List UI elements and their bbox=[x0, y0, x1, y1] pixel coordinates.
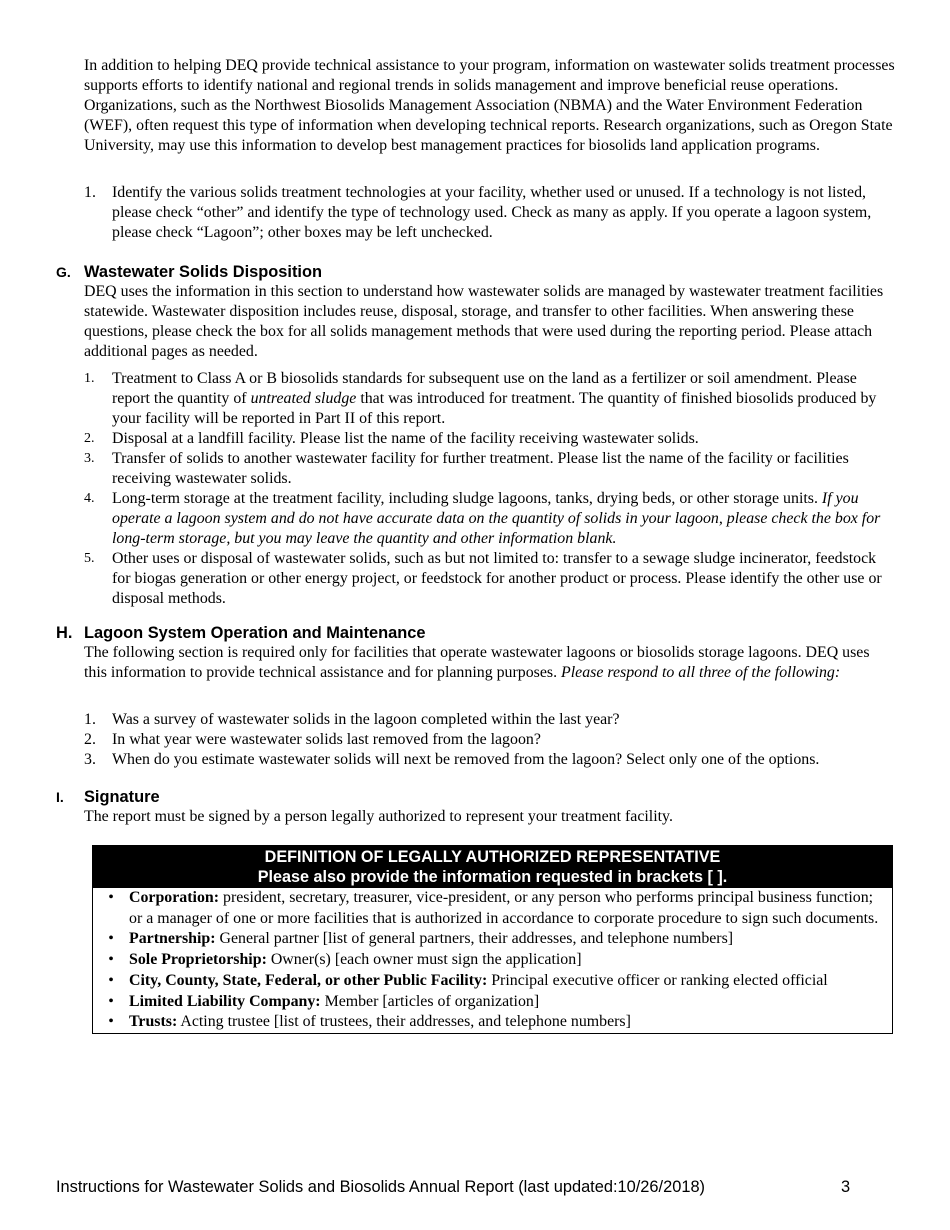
item-number: 2. bbox=[84, 731, 96, 748]
bullet: • bbox=[108, 992, 114, 1010]
item-text: Was a survey of wastewater solids in the lagoon completed within the last year? bbox=[112, 711, 620, 728]
list-item bbox=[84, 449, 896, 489]
item-number: 5. bbox=[84, 551, 95, 566]
list-item bbox=[84, 369, 896, 429]
definition-label: Limited Liability Company: bbox=[129, 992, 321, 1010]
definition-list bbox=[93, 888, 892, 1033]
item-number: 3. bbox=[84, 451, 95, 466]
item-text: Disposal at a landfill facility. Please list the name of the facility receiving wastewater solids. bbox=[112, 430, 699, 447]
section-title: Signature bbox=[84, 788, 160, 806]
section-g-description: DEQ uses the information in this section to understand how wastewater solids are managed by wastewater treatment facilities statewide. Wastewater disposition includes reuse, disposal, storage, and transfer to other facilities. When answering these questions, please check the box for all solids management methods that were used during the reporting period. Please attach additional pages as needed. bbox=[84, 283, 884, 360]
section-g-list bbox=[84, 369, 896, 609]
definition-item bbox=[93, 992, 892, 1013]
item-number: 2. bbox=[84, 431, 95, 446]
description-text: The following section is required only for facilities that operate wastewater lagoons or biosolids storage lagoons. DEQ uses this information to provide technical assistance and for planning purposes. bbox=[84, 644, 870, 681]
definition-item bbox=[93, 888, 892, 929]
section-g-heading bbox=[56, 262, 322, 282]
page-footer: Instructions for Wastewater Solids and Biosolids Annual Report (last updated:10/26/2018) bbox=[56, 1178, 706, 1196]
list-item bbox=[84, 710, 896, 730]
item-text-cont: that was introduced for treatment. The quantity of finished biosolids produced by your facility will be reported in Part II of this report. bbox=[112, 390, 877, 427]
definition-label: Partnership: bbox=[129, 930, 216, 948]
definition-item bbox=[93, 971, 892, 992]
section-f-list bbox=[84, 183, 896, 243]
section-letter: I. bbox=[56, 789, 64, 805]
item-text: In what year were wastewater solids last removed from the lagoon? bbox=[112, 731, 541, 748]
item-number: 1. bbox=[84, 184, 96, 201]
section-h-list bbox=[84, 710, 896, 770]
list-item bbox=[84, 730, 896, 750]
item-number: 1. bbox=[84, 711, 96, 728]
list-item bbox=[84, 489, 896, 549]
item-text: Other uses or disposal of wastewater solids, such as but not limited to: transfer to a sewage sludge incinerator, feedstock for biogas generation or other energy project, or feedstock for another product or process. Please identify the other use or disposal methods. bbox=[112, 550, 882, 607]
list-item bbox=[84, 750, 896, 770]
item-text: Treatment to Class A or B biosolids standards for subsequent use on the land as a fertilizer or soil amendment. Please report the quantity of bbox=[112, 370, 857, 407]
description-emphasis: Please respond to all three of the following: bbox=[561, 664, 841, 681]
definition-text: General partner [list of general partners, their addresses, and telephone numbers] bbox=[215, 930, 734, 948]
bullet: • bbox=[108, 889, 114, 906]
item-text: When do you estimate wastewater solids will next be removed from the lagoon? Select only one of the options. bbox=[112, 751, 820, 768]
bullet: • bbox=[108, 930, 114, 948]
definition-title: DEFINITION OF LEGALLY AUTHORIZED REPRESENTATIVE bbox=[264, 848, 721, 866]
section-i-description: The report must be signed by a person legally authorized to represent your treatment facility. bbox=[84, 808, 673, 825]
definition-item bbox=[93, 950, 892, 971]
section-h-heading bbox=[56, 623, 426, 643]
bullet: • bbox=[108, 951, 114, 969]
definition-item bbox=[93, 1012, 892, 1033]
item-emphasis: untreated sludge bbox=[250, 390, 357, 407]
definition-label: Corporation: bbox=[129, 889, 220, 906]
definition-subtitle: Please also provide the information requested in brackets [ ]. bbox=[257, 868, 728, 886]
list-item bbox=[84, 549, 896, 609]
list-item bbox=[84, 429, 896, 449]
section-title: Lagoon System Operation and Maintenance bbox=[84, 624, 426, 642]
section-title: Wastewater Solids Disposition bbox=[84, 263, 323, 281]
definition-item bbox=[93, 929, 892, 950]
item-text: Transfer of solids to another wastewater facility for further treatment. Please list the name of the facility or facilities receiving wastewater solids. bbox=[112, 450, 849, 487]
definition-box-header bbox=[93, 846, 892, 888]
definition-text: Member [articles of organization] bbox=[320, 992, 540, 1010]
definition-label: Sole Proprietorship: bbox=[129, 951, 267, 969]
page-number: 3 bbox=[841, 1178, 851, 1196]
section-letter: G. bbox=[56, 264, 71, 280]
definition-label: Trusts: bbox=[129, 1013, 178, 1031]
section-i-heading bbox=[56, 787, 160, 807]
definition-text: Principal executive officer or ranking elected official bbox=[487, 971, 828, 989]
intro-paragraph: In addition to helping DEQ provide technical assistance to your program, information on wastewater solids treatment processes supports efforts to identify national and regional trends in solids management and improve beneficial reuse operations. Organizations, such as the Northwest Biosolids Management Association (NBMA) and the Water Environment Federation (WEF), often request this type of information when developing technical reports. Research organizations, such as Oregon State University, may use this information to develop best management practices for biosolids land application programs. bbox=[84, 57, 895, 154]
bullet: • bbox=[108, 1013, 114, 1031]
definition-label: City, County, State, Federal, or other Public Facility: bbox=[129, 971, 488, 989]
section-letter: H. bbox=[56, 624, 73, 642]
definition-text: Owner(s) [each owner must sign the application] bbox=[266, 951, 582, 969]
item-emphasis: If you operate a lagoon system and do not have accurate data on the quantity of solids in your lagoon, please check the box for long-term storage, but you may leave the quantity and other information blank. bbox=[112, 490, 881, 547]
item-number: 3. bbox=[84, 751, 96, 768]
definition-box bbox=[92, 845, 893, 1034]
item-text: Long-term storage at the treatment facility, including sludge lagoons, tanks, drying beds, or other storage units. bbox=[112, 490, 822, 507]
section-h-description bbox=[84, 643, 896, 683]
definition-text: president, secretary, treasurer, vice-president, or any person who performs principal business function; or a manager of one or more facilities that is authorized in accordance to corporate procedure to sign such documents. bbox=[129, 889, 879, 927]
list-item bbox=[84, 183, 896, 243]
bullet: • bbox=[108, 971, 114, 989]
item-number: 4. bbox=[84, 491, 95, 506]
definition-text: Acting trustee [list of trustees, their addresses, and telephone numbers] bbox=[177, 1013, 631, 1031]
item-number: 1. bbox=[84, 371, 95, 386]
item-text: Identify the various solids treatment technologies at your facility, whether used or unused. If a technology is not listed, please check “other” and identify the type of technology used. Check as many as apply. If you operate a lagoon system, please check “Lagoon”; other boxes may be left unchecked. bbox=[112, 184, 872, 241]
